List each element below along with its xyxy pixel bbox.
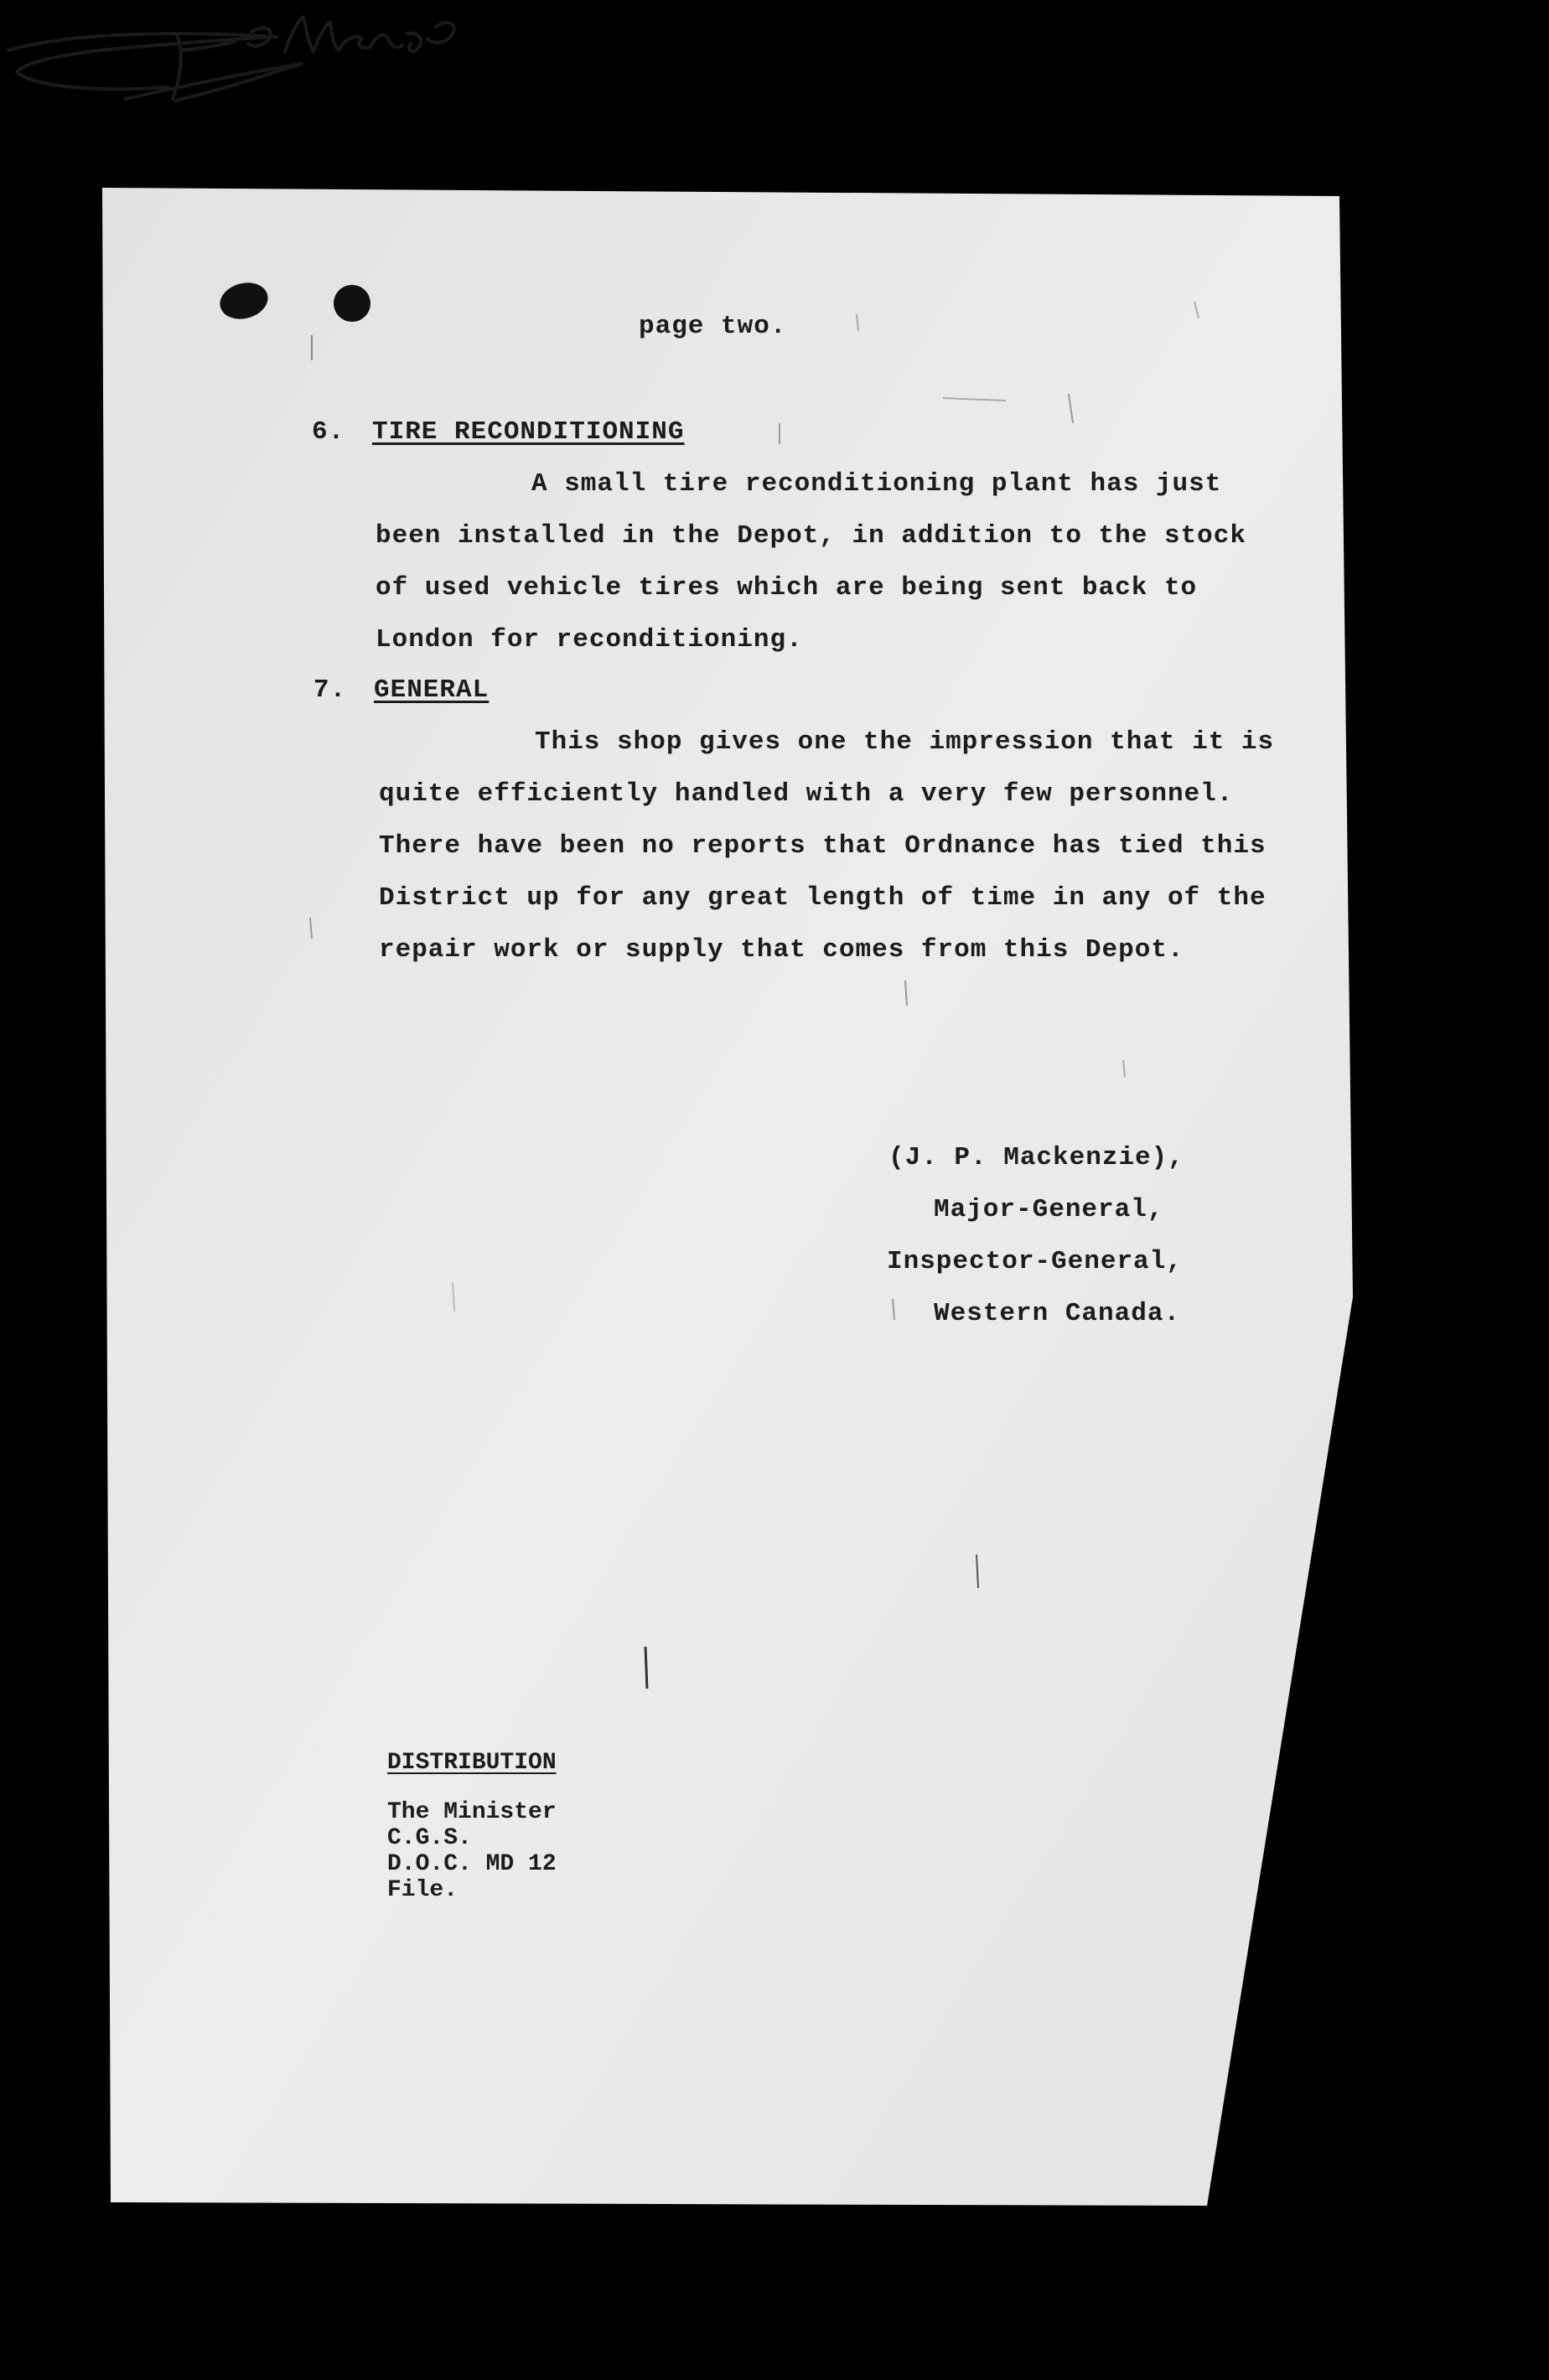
signatory-region: Western Canada. xyxy=(934,1299,1181,1328)
distribution-heading: DISTRIBUTION xyxy=(387,1750,557,1776)
distribution-item-1: The Minister xyxy=(387,1799,557,1825)
section-6-number: 6. xyxy=(312,417,345,447)
section-6-line-2: been installed in the Depot, in addition to the stock xyxy=(376,521,1246,551)
section-6-line-3: of used vehicle tires which are being sent back to xyxy=(376,573,1198,603)
punch-hole-right xyxy=(334,285,370,322)
section-6-title: TIRE RECONDITIONING xyxy=(372,417,685,447)
handwritten-signature xyxy=(0,0,520,134)
section-6-line-1: A small tire reconditioning plant has just xyxy=(531,469,1222,499)
signatory-title: Inspector-General, xyxy=(887,1247,1183,1276)
distribution-item-4: File. xyxy=(387,1877,458,1903)
page-header: page two. xyxy=(639,312,787,341)
section-7-line-5: repair work or supply that comes from this Depot. xyxy=(379,935,1184,965)
distribution-item-3: D.O.C. MD 12 xyxy=(387,1851,557,1877)
signatory-name: (J. P. Mackenzie), xyxy=(888,1143,1184,1172)
section-7-title: GENERAL xyxy=(374,675,490,705)
section-7-line-3: There have been no reports that Ordnance has tied this xyxy=(379,831,1267,861)
section-7-line-2: quite efficiently handled with a very few personnel. xyxy=(379,779,1234,809)
section-7-number: 7. xyxy=(313,675,347,705)
section-7-line-1: This shop gives one the impression that it is xyxy=(535,727,1275,757)
section-7-line-4: District up for any great length of time in any of the xyxy=(379,883,1267,913)
section-6-line-4: London for reconditioning. xyxy=(376,625,803,654)
signatory-rank: Major-General, xyxy=(934,1195,1164,1224)
distribution-item-2: C.G.S. xyxy=(387,1825,472,1851)
